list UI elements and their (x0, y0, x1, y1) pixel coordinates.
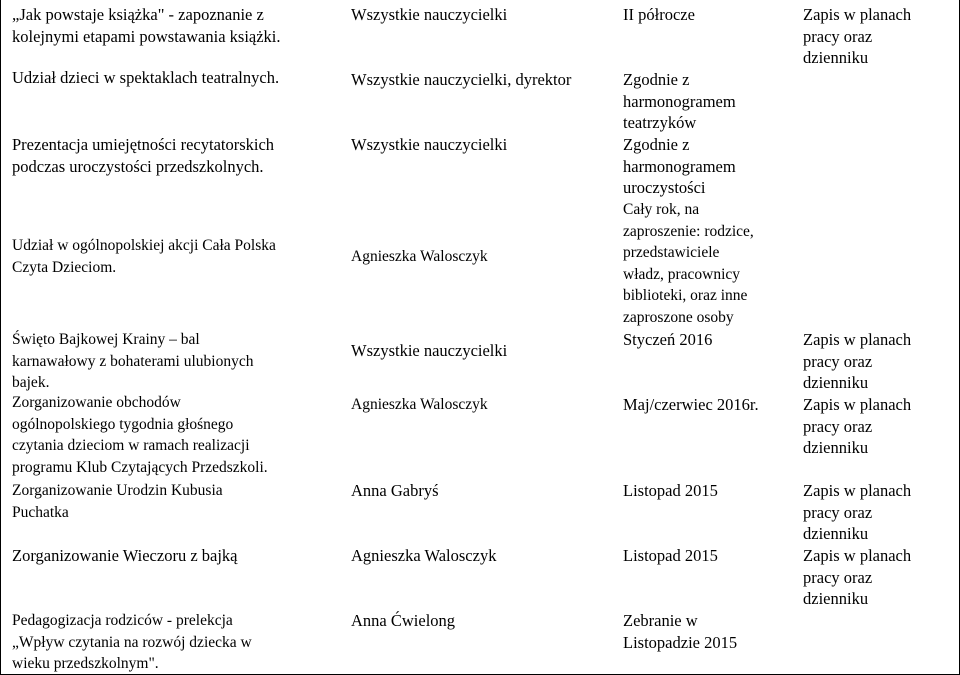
cell-notes: dzienniku (803, 589, 869, 608)
cell-responsible: Agnieszka Walosczyk (351, 396, 488, 413)
cell-activity: kolejnymi etapami powstawania książki. (12, 26, 281, 46)
cell-deadline: zaproszone osoby (623, 308, 734, 326)
cell-responsible: Wszystkie nauczycielki (351, 341, 508, 360)
cell-notes: pracy oraz (803, 502, 873, 522)
cell-deadline: Zgodnie z (623, 70, 690, 89)
cell-activity: programu Klub Czytających Przedszkoli. (12, 458, 268, 476)
cell-notes: Zapis w planach (803, 5, 912, 24)
cell-activity: podczas uroczystości przedszkolnych. (12, 156, 264, 176)
cell-responsible: Anna Ćwielong (351, 611, 456, 630)
cell-notes: Zapis w planach (803, 546, 912, 565)
cell-deadline: Zgodnie z (623, 135, 690, 154)
cell-notes: pracy oraz (803, 26, 873, 46)
cell-deadline: harmonogramem (623, 91, 736, 111)
cell-deadline: teatrzyków (623, 113, 697, 132)
cell-deadline: harmonogramem (623, 156, 736, 176)
cell-activity: Prezentacja umiejętności recytatorskich (12, 135, 275, 154)
cell-responsible: Agnieszka Walosczyk (351, 248, 488, 265)
cell-deadline: Listopad 2015 (623, 546, 718, 565)
cell-activity: wieku przedszkolnym". (12, 655, 159, 672)
cell-activity: Udział w ogólnopolskiej akcji Cała Polska (12, 237, 276, 254)
cell-responsible: Wszystkie nauczycielki (351, 5, 508, 24)
cell-notes: dzienniku (803, 524, 869, 543)
cell-responsible: Wszystkie nauczycielki, dyrektor (351, 70, 572, 89)
cell-activity: Zorganizowanie obchodów (12, 394, 181, 411)
cell-notes: Zapis w planach (803, 481, 912, 500)
cell-notes: pracy oraz (803, 416, 873, 436)
cell-notes: pracy oraz (803, 567, 873, 587)
cell-notes: Zapis w planach (803, 395, 912, 414)
cell-deadline: Listopadzie 2015 (623, 632, 738, 652)
cell-deadline: Cały rok, na (623, 201, 700, 218)
cell-deadline: przedstawiciele (623, 244, 720, 261)
cell-activity: bajek. (12, 374, 50, 391)
cell-responsible: Wszystkie nauczycielki (351, 135, 508, 154)
cell-notes: pracy oraz (803, 351, 873, 371)
table-border (0, 0, 1, 675)
cell-activity: czytania dzieciom w ramach realizacji (12, 437, 250, 454)
cell-activity: Zorganizowanie Wieczoru z bajką (12, 546, 238, 565)
cell-activity: Puchatka (12, 503, 69, 521)
cell-deadline: władz, pracownicy (623, 265, 741, 283)
cell-notes: dzienniku (803, 373, 869, 392)
cell-responsible: Agnieszka Walosczyk (351, 546, 497, 565)
cell-notes: dzienniku (803, 438, 869, 457)
cell-notes: dzienniku (803, 48, 869, 67)
cell-deadline: Maj/czerwiec 2016r. (623, 395, 759, 414)
cell-deadline: Zebranie w (623, 611, 698, 630)
cell-deadline: uroczystości (623, 178, 706, 197)
cell-deadline: zaproszenie: rodzice, (623, 222, 754, 240)
cell-activity: „Jak powstaje książka" - zapoznanie z (12, 5, 264, 24)
cell-activity: Czyta Dzieciom. (12, 258, 117, 276)
cell-deadline: II półrocze (623, 5, 695, 24)
cell-activity: Święto Bajkowej Krainy – bal (12, 331, 200, 348)
cell-activity: Zorganizowanie Urodzin Kubusia (12, 482, 223, 499)
cell-activity: ogólnopolskiego tygodnia głośnego (12, 415, 234, 433)
cell-activity: „Wpływ czytania na rozwój dziecka w (12, 633, 252, 651)
cell-deadline: biblioteki, oraz inne (623, 287, 748, 304)
cell-deadline: Listopad 2015 (623, 481, 718, 500)
cell-responsible: Anna Gabryś (351, 481, 439, 500)
cell-deadline: Styczeń 2016 (623, 330, 713, 349)
cell-activity: Udział dzieci w spektaklach teatralnych. (12, 68, 280, 87)
cell-notes: Zapis w planach (803, 330, 912, 349)
cell-activity: Pedagogizacja rodziców - prelekcja (12, 612, 233, 629)
cell-activity: karnawałowy z bohaterami ulubionych (12, 352, 254, 370)
